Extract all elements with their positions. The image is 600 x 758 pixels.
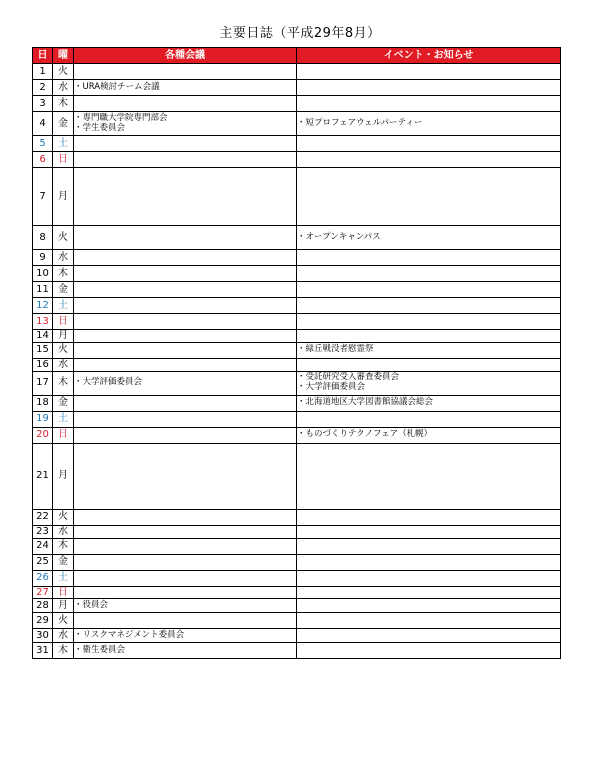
table-row <box>33 525 561 538</box>
events-cell <box>297 342 561 358</box>
table-row <box>33 554 561 570</box>
meetings-cell <box>74 525 297 538</box>
meetings-cell <box>74 538 297 554</box>
events-cell <box>297 136 561 152</box>
meeting-entry: ・URA検討チーム会議 <box>74 81 160 92</box>
day-cell: 11 <box>33 282 53 298</box>
weekday-cell: 日 <box>53 427 74 443</box>
day-cell: 1 <box>33 64 53 80</box>
weekday-cell: 月 <box>53 168 74 226</box>
event-entry: ・北海道地区大学図書館協議会総会 <box>297 397 434 408</box>
events-cell <box>297 554 561 570</box>
event-entry: ・受託研究受入審査委員会 <box>297 372 400 383</box>
day-cell: 17 <box>33 371 53 395</box>
weekday-cell: 金 <box>53 112 74 136</box>
table-row <box>33 586 561 599</box>
events-cell <box>297 443 561 509</box>
meetings-cell <box>74 96 297 112</box>
events-cell <box>297 538 561 554</box>
events-cell <box>297 599 561 613</box>
header-meetings: 各種会議 <box>74 48 297 64</box>
day-cell: 18 <box>33 395 53 411</box>
table-row <box>33 358 561 371</box>
weekday-cell: 月 <box>53 330 74 343</box>
meetings-cell <box>74 250 297 266</box>
day-cell: 19 <box>33 411 53 427</box>
events-cell <box>297 168 561 226</box>
events-cell <box>297 395 561 411</box>
day-cell: 9 <box>33 250 53 266</box>
table-row <box>33 298 561 314</box>
event-entry: ・ものづくりテクノフェア（札幌） <box>297 429 433 440</box>
day-cell: 10 <box>33 266 53 282</box>
day-cell: 21 <box>33 443 53 509</box>
event-entry: ・大学評価委員会 <box>297 382 366 392</box>
day-cell: 23 <box>33 525 53 538</box>
events-cell <box>297 298 561 314</box>
meetings-cell <box>74 342 297 358</box>
events-cell <box>297 570 561 586</box>
day-cell: 3 <box>33 96 53 112</box>
day-cell: 8 <box>33 226 53 250</box>
event-entry: ・短プロフェアウェルパーティー <box>297 117 423 128</box>
events-cell <box>297 427 561 443</box>
meetings-cell <box>74 629 297 643</box>
meetings-cell <box>74 509 297 525</box>
day-cell: 16 <box>33 358 53 371</box>
meetings-cell <box>74 136 297 152</box>
weekday-cell: 土 <box>53 570 74 586</box>
day-cell: 31 <box>33 643 53 659</box>
meeting-entry: ・リスクマネジメント委員会 <box>74 629 185 640</box>
day-cell: 28 <box>33 599 53 613</box>
schedule-table <box>32 47 561 659</box>
weekday-cell: 金 <box>53 554 74 570</box>
table-row <box>33 152 561 168</box>
table-row <box>33 629 561 643</box>
weekday-cell: 金 <box>53 395 74 411</box>
meetings-cell <box>74 358 297 371</box>
weekday-cell: 火 <box>53 613 74 629</box>
header-day: 日 <box>33 48 53 64</box>
day-cell: 24 <box>33 538 53 554</box>
meeting-entry: ・衛生委員会 <box>74 644 126 655</box>
weekday-cell: 火 <box>53 64 74 80</box>
weekday-cell: 木 <box>53 96 74 112</box>
meetings-cell <box>74 643 297 659</box>
meetings-cell <box>74 282 297 298</box>
day-cell: 2 <box>33 80 53 96</box>
meetings-cell <box>74 613 297 629</box>
meetings-cell <box>74 112 297 136</box>
weekday-cell: 木 <box>53 371 74 395</box>
weekday-cell: 月 <box>53 599 74 613</box>
table-row <box>33 395 561 411</box>
table-row <box>33 570 561 586</box>
meetings-cell <box>74 152 297 168</box>
meetings-cell <box>74 443 297 509</box>
schedule-body <box>33 64 561 659</box>
events-cell <box>297 629 561 643</box>
table-row <box>33 371 561 395</box>
events-cell <box>297 586 561 599</box>
meetings-cell <box>74 395 297 411</box>
day-cell: 26 <box>33 570 53 586</box>
day-cell: 29 <box>33 613 53 629</box>
weekday-cell: 水 <box>53 250 74 266</box>
meetings-cell <box>74 554 297 570</box>
table-row <box>33 427 561 443</box>
day-cell: 14 <box>33 330 53 343</box>
weekday-cell: 火 <box>53 509 74 525</box>
events-cell <box>297 525 561 538</box>
weekday-cell: 火 <box>53 342 74 358</box>
meetings-cell <box>74 330 297 343</box>
event-entry: ・緑丘戦没者慰霊祭 <box>297 344 374 355</box>
meetings-cell <box>74 168 297 226</box>
event-entry: ・オープンキャンパス <box>297 231 381 242</box>
meetings-cell <box>74 371 297 395</box>
meetings-cell <box>74 411 297 427</box>
weekday-cell: 水 <box>53 358 74 371</box>
weekday-cell: 月 <box>53 443 74 509</box>
events-cell <box>297 226 561 250</box>
events-cell <box>297 509 561 525</box>
table-row <box>33 443 561 509</box>
weekday-cell: 木 <box>53 538 74 554</box>
meeting-entry: ・役員会 <box>74 599 109 610</box>
events-cell <box>297 643 561 659</box>
events-cell <box>297 613 561 629</box>
events-cell <box>297 411 561 427</box>
table-row <box>33 250 561 266</box>
table-row <box>33 314 561 330</box>
weekday-cell: 日 <box>53 586 74 599</box>
header-weekday: 曜 <box>53 48 74 64</box>
meeting-entry: ・学生委員会 <box>74 122 126 133</box>
day-cell: 6 <box>33 152 53 168</box>
weekday-cell: 水 <box>53 525 74 538</box>
table-row <box>33 64 561 80</box>
events-cell <box>297 250 561 266</box>
table-row <box>33 266 561 282</box>
weekday-cell: 日 <box>53 314 74 330</box>
table-row <box>33 411 561 427</box>
day-cell: 22 <box>33 509 53 525</box>
header-events: イベント・お知らせ <box>297 48 561 64</box>
table-row <box>33 168 561 226</box>
events-cell <box>297 330 561 343</box>
events-cell <box>297 64 561 80</box>
table-row <box>33 112 561 136</box>
day-cell: 27 <box>33 586 53 599</box>
day-cell: 12 <box>33 298 53 314</box>
day-cell: 20 <box>33 427 53 443</box>
events-cell <box>297 96 561 112</box>
meetings-cell <box>74 298 297 314</box>
meetings-cell <box>74 64 297 80</box>
events-cell <box>297 282 561 298</box>
day-cell: 13 <box>33 314 53 330</box>
table-row <box>33 282 561 298</box>
meetings-cell <box>74 427 297 443</box>
day-cell: 4 <box>33 112 53 136</box>
events-cell <box>297 112 561 136</box>
events-cell <box>297 152 561 168</box>
table-row <box>33 599 561 613</box>
table-row <box>33 330 561 343</box>
events-cell <box>297 314 561 330</box>
weekday-cell: 土 <box>53 136 74 152</box>
meetings-cell <box>74 226 297 250</box>
meetings-cell <box>74 570 297 586</box>
weekday-cell: 土 <box>53 298 74 314</box>
meetings-cell <box>74 314 297 330</box>
table-row <box>33 342 561 358</box>
weekday-cell: 木 <box>53 266 74 282</box>
day-cell: 25 <box>33 554 53 570</box>
day-cell: 15 <box>33 342 53 358</box>
weekday-cell: 木 <box>53 643 74 659</box>
meeting-entry: ・専門職大学院専門部会 <box>74 112 168 123</box>
meetings-cell <box>74 599 297 613</box>
header-row <box>33 48 561 64</box>
day-cell: 30 <box>33 629 53 643</box>
weekday-cell: 火 <box>53 226 74 250</box>
day-cell: 5 <box>33 136 53 152</box>
events-cell <box>297 358 561 371</box>
table-row <box>33 509 561 525</box>
events-cell <box>297 371 561 395</box>
table-row <box>33 226 561 250</box>
weekday-cell: 水 <box>53 80 74 96</box>
table-row <box>33 136 561 152</box>
events-cell <box>297 266 561 282</box>
events-cell <box>297 80 561 96</box>
meetings-cell <box>74 266 297 282</box>
table-row <box>33 613 561 629</box>
meeting-entry: ・大学評価委員会 <box>74 377 143 388</box>
weekday-cell: 水 <box>53 629 74 643</box>
day-cell: 7 <box>33 168 53 226</box>
table-row <box>33 643 561 659</box>
table-row <box>33 80 561 96</box>
weekday-cell: 土 <box>53 411 74 427</box>
table-row <box>33 96 561 112</box>
table-row <box>33 538 561 554</box>
weekday-cell: 日 <box>53 152 74 168</box>
meetings-cell <box>74 586 297 599</box>
meetings-cell <box>74 80 297 96</box>
page-title: 主要日誌（平成29年8月） <box>219 26 381 41</box>
weekday-cell: 金 <box>53 282 74 298</box>
